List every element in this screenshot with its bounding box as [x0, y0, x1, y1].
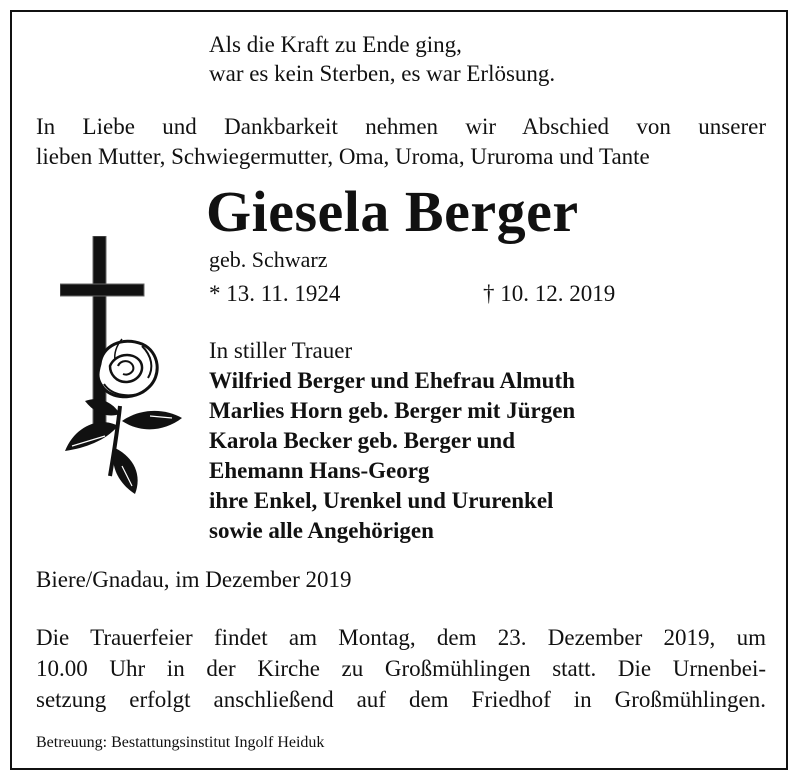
death-date: † 10. 12. 2019	[483, 281, 616, 306]
service-line-3: setzung erfolgt anschließend auf dem Friedhof in Großmühlingen.	[36, 687, 766, 712]
deceased-name: Giesela Berger	[206, 179, 579, 244]
birth-date: * 13. 11. 1924	[209, 281, 341, 306]
mourning-lead: In stiller Trauer	[209, 338, 353, 363]
motto	[209, 30, 555, 88]
rose-icon	[65, 339, 182, 494]
motto-line-1: Als die Kraft zu Ende ging,	[209, 32, 462, 57]
service-line-1: Die Trauerfeier findet am Montag, dem 23. Dezember 2019, um	[36, 625, 766, 650]
maiden-name: geb. Schwarz	[209, 247, 328, 272]
service-line-2: 10.00 Uhr in der Kirche zu Großmühlingen statt. Die Urnenbei-	[36, 656, 766, 681]
mourner-line: Ehemann Hans-Georg	[209, 458, 430, 483]
intro-text	[36, 112, 766, 172]
mourner-line: Wilfried Berger und Ehefrau Almuth	[209, 368, 575, 393]
place-and-date: Biere/Gnadau, im Dezember 2019	[36, 567, 352, 592]
cross-with-rose-illustration	[60, 236, 190, 498]
mourner-line: Karola Becker geb. Berger und	[209, 428, 516, 453]
mourner-line: Marlies Horn geb. Berger mit Jürgen	[209, 398, 576, 423]
mourner-line: ihre Enkel, Urenkel und Ururenkel	[209, 488, 554, 513]
mourner-line: sowie alle Angehörigen	[209, 518, 434, 543]
motto-line-2: war es kein Sterben, es war Erlösung.	[209, 61, 556, 86]
mourners-list	[209, 366, 575, 546]
intro-line-2: lieben Mutter, Schwiegermutter, Oma, Uroma, Ururoma und Tante	[36, 144, 650, 169]
funeral-home-credit: Betreuung: Bestattungsinstitut Ingolf Heiduk	[36, 734, 325, 751]
intro-line-1: In Liebe und Dankbarkeit nehmen wir Abschied von unserer	[36, 114, 766, 139]
service-details	[36, 622, 766, 715]
